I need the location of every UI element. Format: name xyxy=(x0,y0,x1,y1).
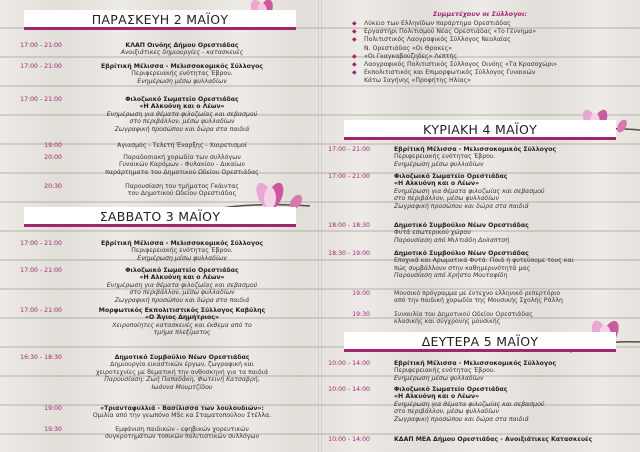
entry-line: Περιφερειακής ενότητας Έβρου. xyxy=(131,70,233,78)
entry-line: Παραδοσιακή χορωδία των συλλόγων xyxy=(123,154,241,161)
entry-line: Ενημέρωση μέσω φυλλαδίων xyxy=(394,160,484,168)
diamond-bullet-icon: ◆ xyxy=(352,36,357,44)
entry-line: Ομιλία από την γεωπόνο MSc κα Σταματοπούλου Στέλλα. xyxy=(92,412,272,420)
entry-line: του Δημοτικού Ωδείου Ορεστιάδας xyxy=(127,190,237,198)
entry-line: Δημιουργία εικαστικών έργων, ζωγραφική και xyxy=(110,361,254,369)
entry-title: Φιλοζωικό Σωματείο Ορεστιάδας xyxy=(125,267,239,274)
entry-line: Εποχικά και Αρωματικά Φυτά: Ποιά ή φυτεύουμε τους και xyxy=(394,257,574,265)
entry-line: Παρουσίαση του τμήματος Γκάιντας xyxy=(125,183,239,190)
list-item: ◆ Λύκειο των Ελληνίδων παράρτημα Ορεστιάδας xyxy=(352,20,511,27)
entry-time: 19:00 xyxy=(44,405,62,412)
entry-time: 17:00 - 21:00 xyxy=(20,267,62,274)
entry-line: Ενημέρωση μέσω φυλλαδίων xyxy=(137,77,227,85)
entry-line: από την παιδική χορωδία της Μουσικής Σχολής Ράλλη xyxy=(394,297,563,305)
entry-line: Ενημέρωση για θέματα φιλοζωίας και σεβασμού xyxy=(394,187,545,195)
list-item: ◆ «Οι Γκαγκαβούζηδες» Λεπτής xyxy=(352,52,457,60)
entry-line: χειροτεχνίες με θεματική την ανθοσκηνή για τα παιδιά xyxy=(95,368,269,376)
entry-title: Φιλοζωικό Σωματείο Ορεστιάδας xyxy=(394,386,508,393)
entry-title: Εβρίτική Μέλισσα - Μελισσοκομικός Σύλλογος xyxy=(100,240,264,247)
list-item: ◆ Πολιτιστικός Λαογραφικός Σύλλογος Νεολαίας xyxy=(352,36,511,44)
day-header-friday: ΠΑΡΑΣΚΕΥΗ 2 ΜΑΪΟΥ xyxy=(24,10,296,30)
entry-line: στο περιβάλλον, μέσω φυλλαδίων xyxy=(394,195,499,203)
entry-subtitle: «Η Αλκυόνη και ο Λέων» xyxy=(394,180,480,188)
entry-time: 17:00 - 21:00 xyxy=(20,240,62,247)
entry-line: Φυτά εσωτερικού χώρου xyxy=(394,229,471,237)
list-item: Κάτω Σαγήνης «Προφήτης Ηλίας» xyxy=(364,77,471,85)
entry-time: 10:00 - 14:00 xyxy=(328,360,370,367)
entry-title: Φιλοζωικό Σωματείο Ορεστιάδας xyxy=(394,173,508,180)
entry-title: Εβρίτική Μέλισσα - Μελισσοκομικός Σύλλογος xyxy=(394,360,557,367)
entry-line: στο περιβάλλον, μέσω φυλλαδίων xyxy=(394,408,499,416)
day-header-saturday: ΣΑΒΒΑΤΟ 3 ΜΑΪΟΥ xyxy=(24,207,296,227)
entry-title: ΚΔΑΠ ΜΕΑ Δήμου Ορεστιάδας - Ανοιξιάτικες Κατασκευές xyxy=(394,436,593,443)
entry-time: 20:30 xyxy=(44,183,62,190)
entry-line: στο περιβάλλον, μέσω φυλλαδίων xyxy=(129,118,235,126)
entry-time: 17:00 - 21:00 xyxy=(20,42,62,49)
entry-line: Γυναικών Καράμων - Φυλακίου - Δικαίων xyxy=(118,161,246,169)
entry-title: Δημοτικό Συμβούλιο Νέων Ορεστιάδας xyxy=(114,354,250,361)
entry-time: 18:30 - 19:00 xyxy=(328,250,370,257)
entry-time: 19:00 xyxy=(44,142,62,149)
entry-line: πώς συμβάλλουν στην καθημερινότητά μας xyxy=(394,264,531,272)
entry-line: τμήμα πλεξίματος xyxy=(153,329,211,337)
participants-list xyxy=(350,10,610,86)
entry-line: Περιφερειακής ενότητας Έβρου. xyxy=(131,247,233,255)
diamond-bullet-icon: ◆ xyxy=(352,20,357,27)
entry-title: Δημοτικό Συμβούλιο Νέων Ορεστιάδας xyxy=(394,222,529,229)
diamond-bullet-icon: ◆ xyxy=(352,52,357,60)
entry-line: Ιωάννα Μουμτζίδου xyxy=(151,383,213,391)
entry-time: 17:00 - 21:00 xyxy=(20,63,62,70)
diamond-bullet-icon: ◆ xyxy=(352,69,357,77)
entry-time: 10:00 - 14:00 xyxy=(328,386,370,393)
entry-line: Χειροποίητες κατασκευές και έκθεμα από το xyxy=(112,321,252,329)
entry-title: Εβρίτική Μέλισσα - Μελισσοκομικός Σύλλογος xyxy=(100,63,264,70)
entry-title: Μορφωτικός Εκπολιτιστικός Σύλλογος Καβύλης xyxy=(98,307,266,314)
entry-time: 17:00 - 21:00 xyxy=(20,307,62,314)
entry-line: Ενημέρωση για θέματα φιλοζωίας και σεβασμού xyxy=(106,281,258,289)
entry-subtitle: «Η Αλκυόνη και ο Λέων» xyxy=(139,274,225,282)
day-header-monday: ΔΕΥΤΕΡΑ 5 ΜΑΪΟΥ xyxy=(344,332,616,352)
list-item: Ν. Ορεστιάδας «Οι Θρακες» xyxy=(364,44,452,52)
entry-line: Ζωγραφική προσώπου και δώρα στα παιδιά xyxy=(114,125,250,133)
entry-line: Ενημέρωση για θέματα φιλοζωίας και σεβασμού xyxy=(106,110,258,118)
entry-time: 18:00 - 18:30 xyxy=(328,222,370,229)
entry-line: Εμφάνιση παιδικών - εφηβικών χορευτικών xyxy=(115,426,249,433)
entry-line: Αγιασμός - Τελετή Έναρξης - Χαιρετισμοί xyxy=(117,142,247,149)
entry-subtitle: «Ο Άγιος Δημήτριος» xyxy=(145,314,219,322)
entry-line: Παρουσίαση από Μιλτιάδη Δολαπτσή xyxy=(394,236,510,244)
entry-line: Ζωγραφική προσώπου και δώρα στα παιδιά xyxy=(394,415,529,423)
list-item: ◆ Εκπολιτιστικός και Επιμορφωτικός Σύλλογος Γυναικών xyxy=(352,69,536,77)
entry-title: Εβρίτική Μέλισσα - Μελισσοκομικός Σύλλογος xyxy=(394,146,557,153)
entry-time: 16:30 - 18:30 xyxy=(20,354,62,361)
diamond-bullet-icon: ◆ xyxy=(352,61,357,69)
entry-line: Παρουσίαση από Χρήστο Μουταφίδη xyxy=(394,272,508,280)
entry-title: «Τριανταφυλλιά - Βασίλισσα των λουλουδιών»: xyxy=(100,405,264,412)
entry-time: 17:00 - 21:00 xyxy=(328,173,370,180)
entry-line: Μουσικό πρόγραμμα με έντεχνο ελληνικό ρεπερτόριο xyxy=(394,290,561,297)
entry-line: Ανοιξιάτικες δημιουργίες - κατασκευές xyxy=(120,49,244,57)
list-item: ◆ Λαογραφικός Πολιτιστικός Σύλλογος Οινόης «Τα Κρασοχώρι» xyxy=(352,61,558,69)
entry-time: 19:30 xyxy=(352,311,370,318)
entry-line: Περιφερειακής ενότητας Έβρου. xyxy=(394,153,496,161)
entry-line: Ζωγραφική προσώπου και δώρα στα παιδιά xyxy=(394,202,529,210)
entry-line: Ζωγραφική προσώπου και δώρα στα παιδιά xyxy=(114,296,250,304)
entry-time: 17:00 - 21:00 xyxy=(20,96,62,103)
entry-subtitle: «Η Αλκυόνη και ο Λέων» xyxy=(139,103,225,111)
entry-time: 10:00 - 14:00 xyxy=(328,436,370,443)
entry-line: Ενημέρωση μέσω φυλλαδίων xyxy=(137,254,227,262)
entry-line: συγκροτημάτων τοπικών πολιτιστικών συλλόγων xyxy=(104,433,260,441)
entry-title: Δημοτικό Συμβούλιο Νέων Ορεστιάδας xyxy=(394,250,529,257)
entry-line: παράρτηματα του Δημοτικού Ωδείου Ορεστιάδας xyxy=(105,168,259,176)
participants-title: Συμμετέχουν οι Σύλλογοι: xyxy=(432,10,528,18)
entry-time: 20:00 xyxy=(44,154,62,161)
entry-line: Ενημέρωση μέσω φυλλαδίων xyxy=(394,374,484,382)
entry-time: 19:00 xyxy=(352,290,370,297)
entry-line: κλασικής και σύγχρονης μουσικής xyxy=(394,318,501,326)
list-item: ◆ Εργαστήρι Πολιτισμού Νέας Ορεστιάδας «Το Γέννημα» xyxy=(352,28,537,36)
entry-line: στο περιβάλλον, μέσω φυλλαδίων xyxy=(129,289,235,297)
entry-time: 17:00 - 21:00 xyxy=(328,146,370,153)
entry-line: Ενημέρωση για θέματα φιλοζωίας και σεβασμού xyxy=(394,400,545,408)
entry-line: Συναυλία του Δημοτικού Ωδείου Ορεστιάδας xyxy=(394,311,533,318)
entry-time: 19:30 xyxy=(44,426,62,433)
day-header-sunday: ΚΥΡΙΑΚΗ 4 ΜΑΪΟΥ xyxy=(344,120,616,140)
entry-subtitle: «Η Αλκυόνη και ο Λέων» xyxy=(394,393,480,401)
diamond-bullet-icon: ◆ xyxy=(352,28,357,36)
entry-title: Φιλοζωικό Σωματείο Ορεστιάδας xyxy=(125,96,239,103)
entry-title: ΚΛΑΠ Οινόης Δήμου Ορεστιάδας xyxy=(125,42,239,49)
entry-line: Παρουσίαση: Ζωή Παπαδάκη, Φωτεινή Κατσαβρή, xyxy=(104,376,260,384)
entry-line: Περιφερειακής ενότητας Έβρου. xyxy=(394,367,496,375)
